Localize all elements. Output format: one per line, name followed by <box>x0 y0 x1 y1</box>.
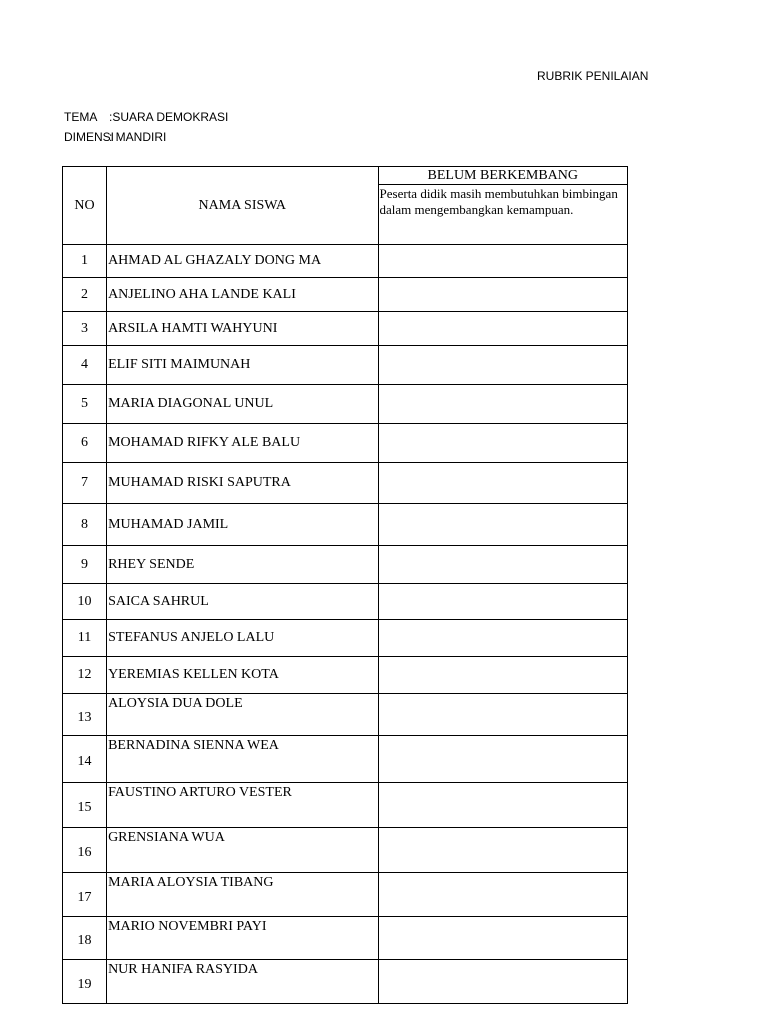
tema-label: TEMA <box>64 110 98 124</box>
student-name-text: ARSILA HAMTI WAHYUNI <box>108 320 278 336</box>
student-name-text: MUHAMAD RISKI SAPUTRA <box>108 475 291 490</box>
rubric-table <box>62 166 628 1004</box>
score-cell[interactable] <box>378 245 627 278</box>
student-name-text: MARIA DIAGONAL UNUL <box>108 396 274 411</box>
score-cell[interactable] <box>378 584 627 620</box>
header-criterion-description: Peserta didik masih membutuhkan bimbingan dalam mengembangkan kemampuan. <box>378 185 627 245</box>
table-row <box>63 463 628 504</box>
row-number: 1 <box>63 245 107 278</box>
student-name <box>107 245 378 278</box>
score-cell[interactable] <box>378 278 627 312</box>
table-row <box>63 694 628 736</box>
row-number: 10 <box>63 584 107 620</box>
student-name <box>107 504 378 546</box>
table-row <box>63 346 628 385</box>
row-number: 3 <box>63 312 107 346</box>
row-number: 18 <box>63 917 107 960</box>
row-number: 6 <box>63 424 107 463</box>
student-name-text: MUHAMAD JAMIL <box>108 516 229 532</box>
student-name-text: MARIO NOVEMBRI PAYI <box>108 919 267 934</box>
student-name-text: SAICA SAHRUL <box>108 593 209 609</box>
table-row <box>63 620 628 657</box>
table-row <box>63 960 628 1004</box>
student-name-text: RHEY SENDE <box>108 556 195 572</box>
row-number: 5 <box>63 385 107 424</box>
table-header-row <box>63 167 628 185</box>
row-number: 4 <box>63 346 107 385</box>
student-name-text: ANJELINO AHA LANDE KALI <box>108 286 296 302</box>
table-row <box>63 783 628 828</box>
row-number: 11 <box>63 620 107 657</box>
row-number: 13 <box>63 694 107 736</box>
student-name-text: MARIA ALOYSIA TIBANG <box>108 875 274 890</box>
row-number: 12 <box>63 657 107 694</box>
table-row <box>63 873 628 917</box>
dimensi-label: DIMENSI <box>64 130 115 144</box>
table-row <box>63 917 628 960</box>
score-cell[interactable] <box>378 783 627 828</box>
table-row <box>63 245 628 278</box>
student-name <box>107 783 378 828</box>
table-row <box>63 424 628 463</box>
header-nama-siswa: NAMA SISWA <box>107 167 378 245</box>
score-cell[interactable] <box>378 873 627 917</box>
table-row <box>63 828 628 873</box>
table-row <box>63 278 628 312</box>
student-name <box>107 424 378 463</box>
student-name <box>107 694 378 736</box>
student-name <box>107 385 378 424</box>
table-row <box>63 312 628 346</box>
score-cell[interactable] <box>378 620 627 657</box>
row-number: 16 <box>63 828 107 873</box>
score-cell[interactable] <box>378 694 627 736</box>
score-cell[interactable] <box>378 917 627 960</box>
score-cell[interactable] <box>378 463 627 504</box>
score-cell[interactable] <box>378 346 627 385</box>
score-cell[interactable] <box>378 960 627 1004</box>
student-name <box>107 960 378 1004</box>
row-number: 8 <box>63 504 107 546</box>
header-no: NO <box>63 167 107 245</box>
student-name-text: ALOYSIA DUA DOLE <box>108 696 243 711</box>
student-name <box>107 657 378 694</box>
score-cell[interactable] <box>378 736 627 783</box>
student-name <box>107 346 378 385</box>
score-cell[interactable] <box>378 546 627 584</box>
tema-value: :SUARA DEMOKRASI <box>109 110 229 124</box>
student-name <box>107 463 378 504</box>
student-name <box>107 584 378 620</box>
student-name <box>107 620 378 657</box>
student-name-text: FAUSTINO ARTURO VESTER <box>108 785 292 800</box>
student-name-text: YEREMIAS KELLEN KOTA <box>108 667 279 682</box>
row-number: 14 <box>63 736 107 783</box>
row-number: 17 <box>63 873 107 917</box>
score-cell[interactable] <box>378 385 627 424</box>
student-name <box>107 736 378 783</box>
score-cell[interactable] <box>378 504 627 546</box>
row-number: 7 <box>63 463 107 504</box>
dimensi-value: : MANDIRI <box>109 130 167 144</box>
student-name <box>107 546 378 584</box>
row-number: 9 <box>63 546 107 584</box>
student-name <box>107 917 378 960</box>
student-name-text: BERNADINA SIENNA WEA <box>108 738 279 753</box>
row-number: 2 <box>63 278 107 312</box>
table-row <box>63 736 628 783</box>
score-cell[interactable] <box>378 424 627 463</box>
table-row <box>63 584 628 620</box>
table-row <box>63 546 628 584</box>
student-name <box>107 828 378 873</box>
student-name <box>107 278 378 312</box>
student-name-text: STEFANUS ANJELO LALU <box>108 630 275 645</box>
student-name-text: NUR HANIFA RASYIDA <box>108 962 258 977</box>
table-row <box>63 385 628 424</box>
document-title: RUBRIK PENILAIAN <box>537 69 649 83</box>
dimensi-row <box>64 130 166 144</box>
table-row <box>63 657 628 694</box>
student-name-text: GRENSIANA WUA <box>108 830 225 845</box>
student-name <box>107 312 378 346</box>
row-number: 19 <box>63 960 107 1004</box>
student-name-text: AHMAD AL GHAZALY DONG MA <box>108 253 322 268</box>
header-criterion-title: BELUM BERKEMBANG <box>378 167 627 185</box>
score-cell[interactable] <box>378 312 627 346</box>
student-name-text: MOHAMAD RIFKY ALE BALU <box>108 435 301 450</box>
table-row <box>63 504 628 546</box>
row-number: 15 <box>63 783 107 828</box>
score-cell[interactable] <box>378 828 627 873</box>
student-name-text: ELIF SITI MAIMUNAH <box>108 357 251 372</box>
student-name <box>107 873 378 917</box>
score-cell[interactable] <box>378 657 627 694</box>
tema-row <box>64 110 228 124</box>
